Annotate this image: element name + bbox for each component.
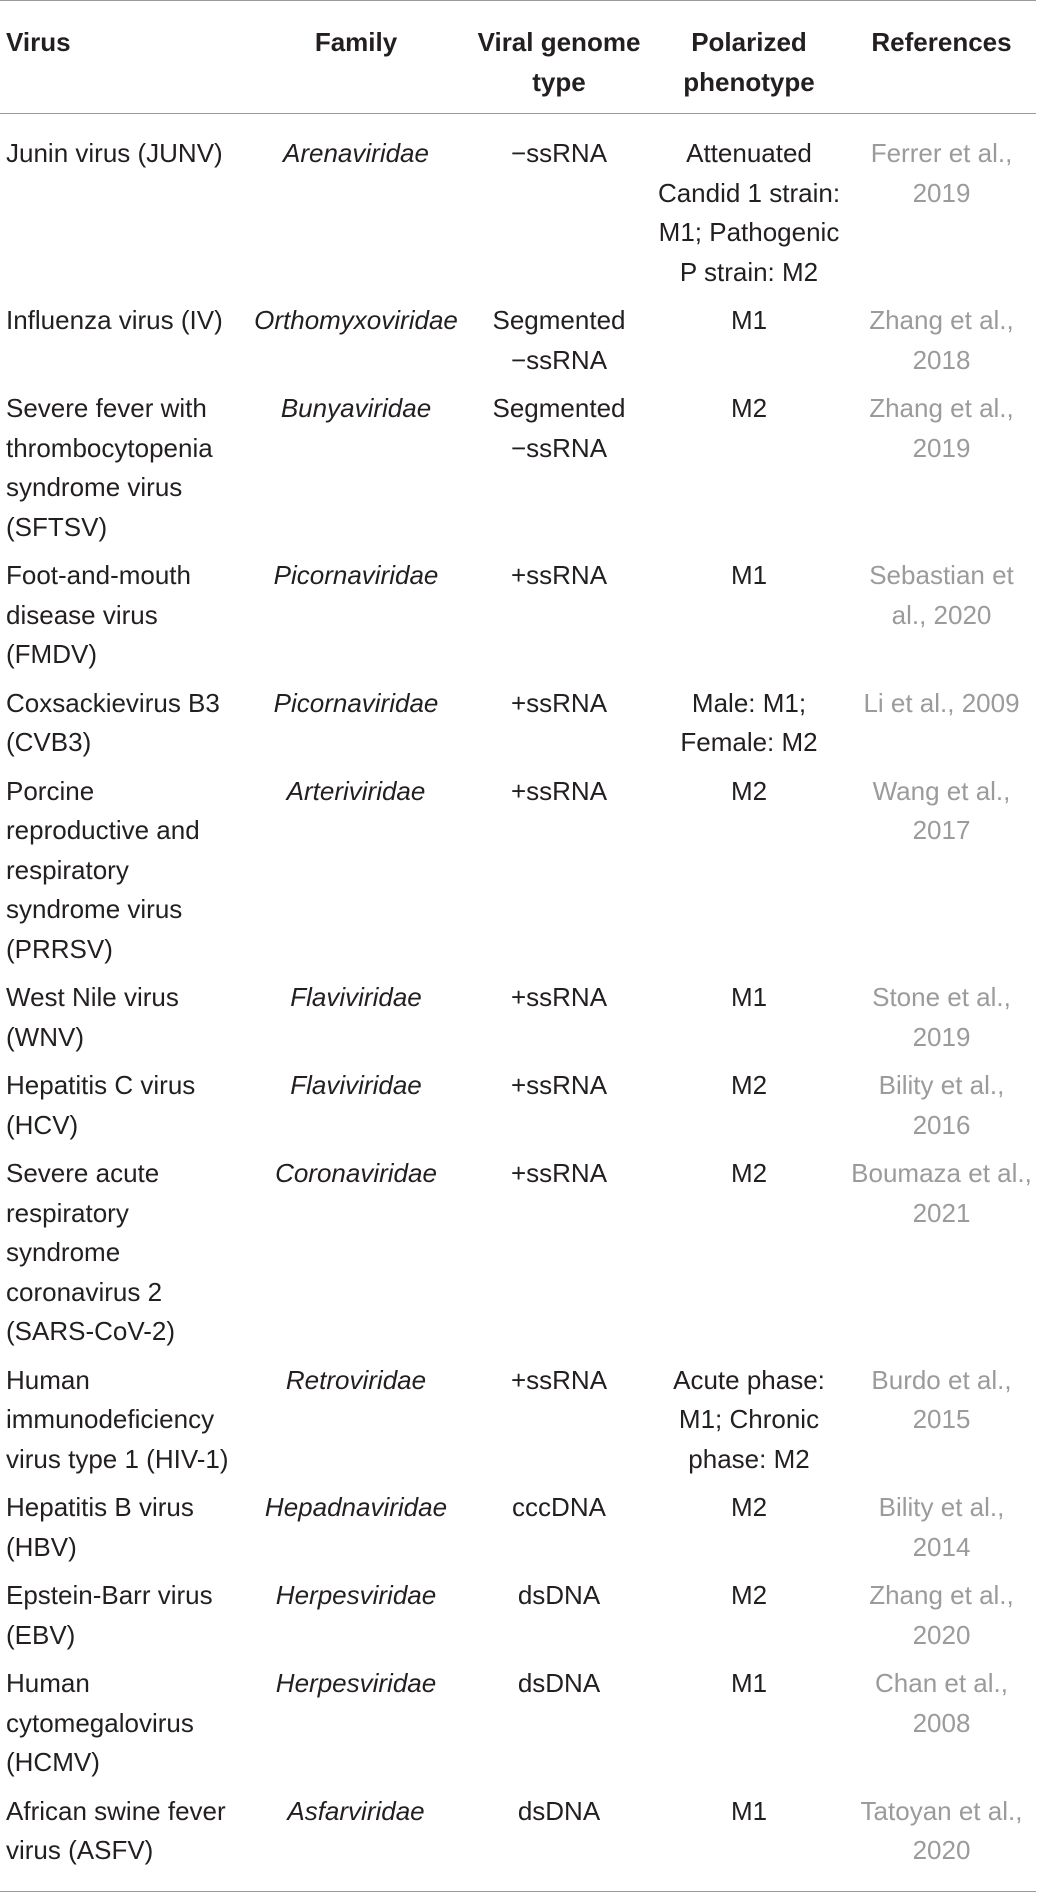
cell-virus: Hepatitis B virus (HBV): [6, 1492, 194, 1562]
cell-virus: Junin virus (JUNV): [6, 138, 223, 168]
cell-family: Hepadnaviridae: [264, 1492, 448, 1522]
cell-virus: West Nile virus (WNV): [6, 982, 179, 1052]
table-row: [0, 1571, 1036, 1659]
cell-reference: Sebastian et al., 2020: [869, 560, 1014, 630]
cell-family: Herpesviridae: [275, 1668, 437, 1698]
cell-genome-type: +ssRNA: [510, 775, 608, 806]
table-row: [0, 1149, 1036, 1356]
cell-reference: Wang et al., 2017: [872, 775, 1011, 845]
table-row: [0, 1483, 1036, 1571]
cell-genome-type: Segmented −ssRNA: [492, 393, 626, 463]
cell-reference: Zhang et al., 2018: [869, 305, 1014, 375]
cell-genome-type: +ssRNA: [510, 1364, 608, 1395]
table-row: [0, 384, 1036, 551]
cell-virus: Human immunodeficiency virus type 1 (HIV-1): [6, 1364, 229, 1474]
cell-family: Flaviviridae: [290, 982, 422, 1012]
cell-virus: Foot-and-mouth disease virus (FMDV): [6, 560, 191, 669]
cell-reference: Bility et al., 2016: [878, 1070, 1005, 1140]
cell-polarized-phenotype: Attenuated Candid 1 strain: M1; Pathogenic P strain: M2: [657, 138, 841, 287]
cell-polarized-phenotype: M1: [730, 982, 768, 1012]
cell-reference: Bility et al., 2014: [878, 1492, 1005, 1562]
table-row: [0, 1061, 1036, 1149]
table-row: [0, 767, 1036, 974]
cell-genome-type: +ssRNA: [510, 687, 608, 718]
cell-virus: Hepatitis C virus (HCV): [6, 1070, 196, 1140]
table-row: [0, 296, 1036, 384]
cell-polarized-phenotype: M2: [730, 1070, 768, 1100]
cell-polarized-phenotype: M2: [730, 1580, 768, 1610]
cell-family: Flaviviridae: [290, 1070, 422, 1100]
table-row: [0, 679, 1036, 767]
cell-polarized-phenotype: M1: [730, 305, 768, 335]
cell-genome-type: dsDNA: [517, 1668, 601, 1698]
cell-polarized-phenotype: Acute phase: M1; Chronic phase: M2: [673, 1364, 825, 1474]
cell-polarized-phenotype: Male: M1; Female: M2: [680, 687, 818, 757]
header-family: Family: [314, 27, 398, 57]
cell-genome-type: dsDNA: [517, 1580, 601, 1610]
header-genome-type: Viral genome type: [477, 27, 641, 97]
header-row: [0, 1, 1036, 114]
cell-genome-type: +ssRNA: [510, 1158, 608, 1188]
table-row: [0, 551, 1036, 679]
cell-polarized-phenotype: M2: [730, 393, 768, 423]
header-polarized-phenotype: Polarized phenotype: [683, 27, 815, 97]
table-row: [0, 973, 1036, 1061]
table-row: [0, 1659, 1036, 1787]
table-row: [0, 114, 1036, 297]
cell-genome-type: +ssRNA: [510, 560, 608, 590]
cell-reference: Tatoyan et al., 2020: [860, 1795, 1023, 1865]
cell-polarized-phenotype: M2: [730, 1492, 768, 1522]
cell-virus: Influenza virus (IV): [6, 305, 223, 335]
cell-family: Arteriviridae: [286, 775, 426, 806]
cell-family: Herpesviridae: [275, 1580, 437, 1610]
cell-family: Bunyaviridae: [280, 393, 432, 423]
cell-polarized-phenotype: M2: [730, 1158, 768, 1188]
header-references: References: [871, 27, 1012, 57]
cell-virus: Porcine reproductive and respiratory syndrome virus (PRRSV): [6, 775, 200, 964]
cell-family: Picornaviridae: [273, 560, 439, 590]
cell-virus: Epstein-Barr virus (EBV): [6, 1580, 213, 1650]
cell-virus: Severe fever with thrombocytopenia syndrome virus (SFTSV): [6, 393, 213, 542]
cell-reference: Zhang et al., 2020: [869, 1580, 1014, 1650]
table-body: [0, 114, 1036, 1892]
cell-genome-type: Segmented −ssRNA: [492, 305, 626, 375]
cell-virus: African swine fever virus (ASFV): [6, 1795, 226, 1865]
cell-family: Retroviridae: [285, 1364, 427, 1395]
cell-family: Asfarviridae: [287, 1795, 425, 1826]
cell-virus: Human cytomegalovirus (HCMV): [6, 1668, 194, 1777]
cell-genome-type: +ssRNA: [510, 1070, 608, 1100]
cell-reference: Li et al., 2009: [863, 687, 1020, 718]
cell-polarized-phenotype: M1: [730, 1795, 768, 1826]
cell-polarized-phenotype: M2: [730, 775, 768, 806]
cell-polarized-phenotype: M1: [730, 560, 768, 590]
cell-virus: Severe acute respiratory syndrome coronavirus 2 (SARS-CoV-2): [6, 1158, 176, 1346]
cell-reference: Chan et al., 2008: [875, 1668, 1008, 1738]
cell-genome-type: dsDNA: [517, 1795, 601, 1826]
cell-virus: Coxsackievirus B3 (CVB3): [6, 687, 220, 757]
cell-reference: Ferrer et al., 2019: [870, 138, 1013, 208]
cell-genome-type: −ssRNA: [510, 138, 608, 168]
cell-reference: Zhang et al., 2019: [869, 393, 1014, 463]
cell-reference: Boumaza et al., 2021: [851, 1158, 1032, 1228]
cell-genome-type: +ssRNA: [510, 982, 608, 1012]
cell-reference: Stone et al., 2019: [872, 982, 1011, 1052]
cell-genome-type: cccDNA: [512, 1492, 606, 1522]
cell-family: Picornaviridae: [273, 687, 439, 718]
cell-polarized-phenotype: M1: [730, 1668, 768, 1698]
cell-family: Coronaviridae: [275, 1158, 437, 1188]
cell-family: Arenaviridae: [283, 138, 429, 168]
table-header: [0, 1, 1036, 114]
header-virus: Virus: [6, 27, 71, 57]
table-row: [0, 1787, 1036, 1892]
cell-family: Orthomyxoviridae: [254, 305, 458, 335]
table-row: [0, 1356, 1036, 1484]
cell-reference: Burdo et al., 2015: [871, 1364, 1012, 1434]
